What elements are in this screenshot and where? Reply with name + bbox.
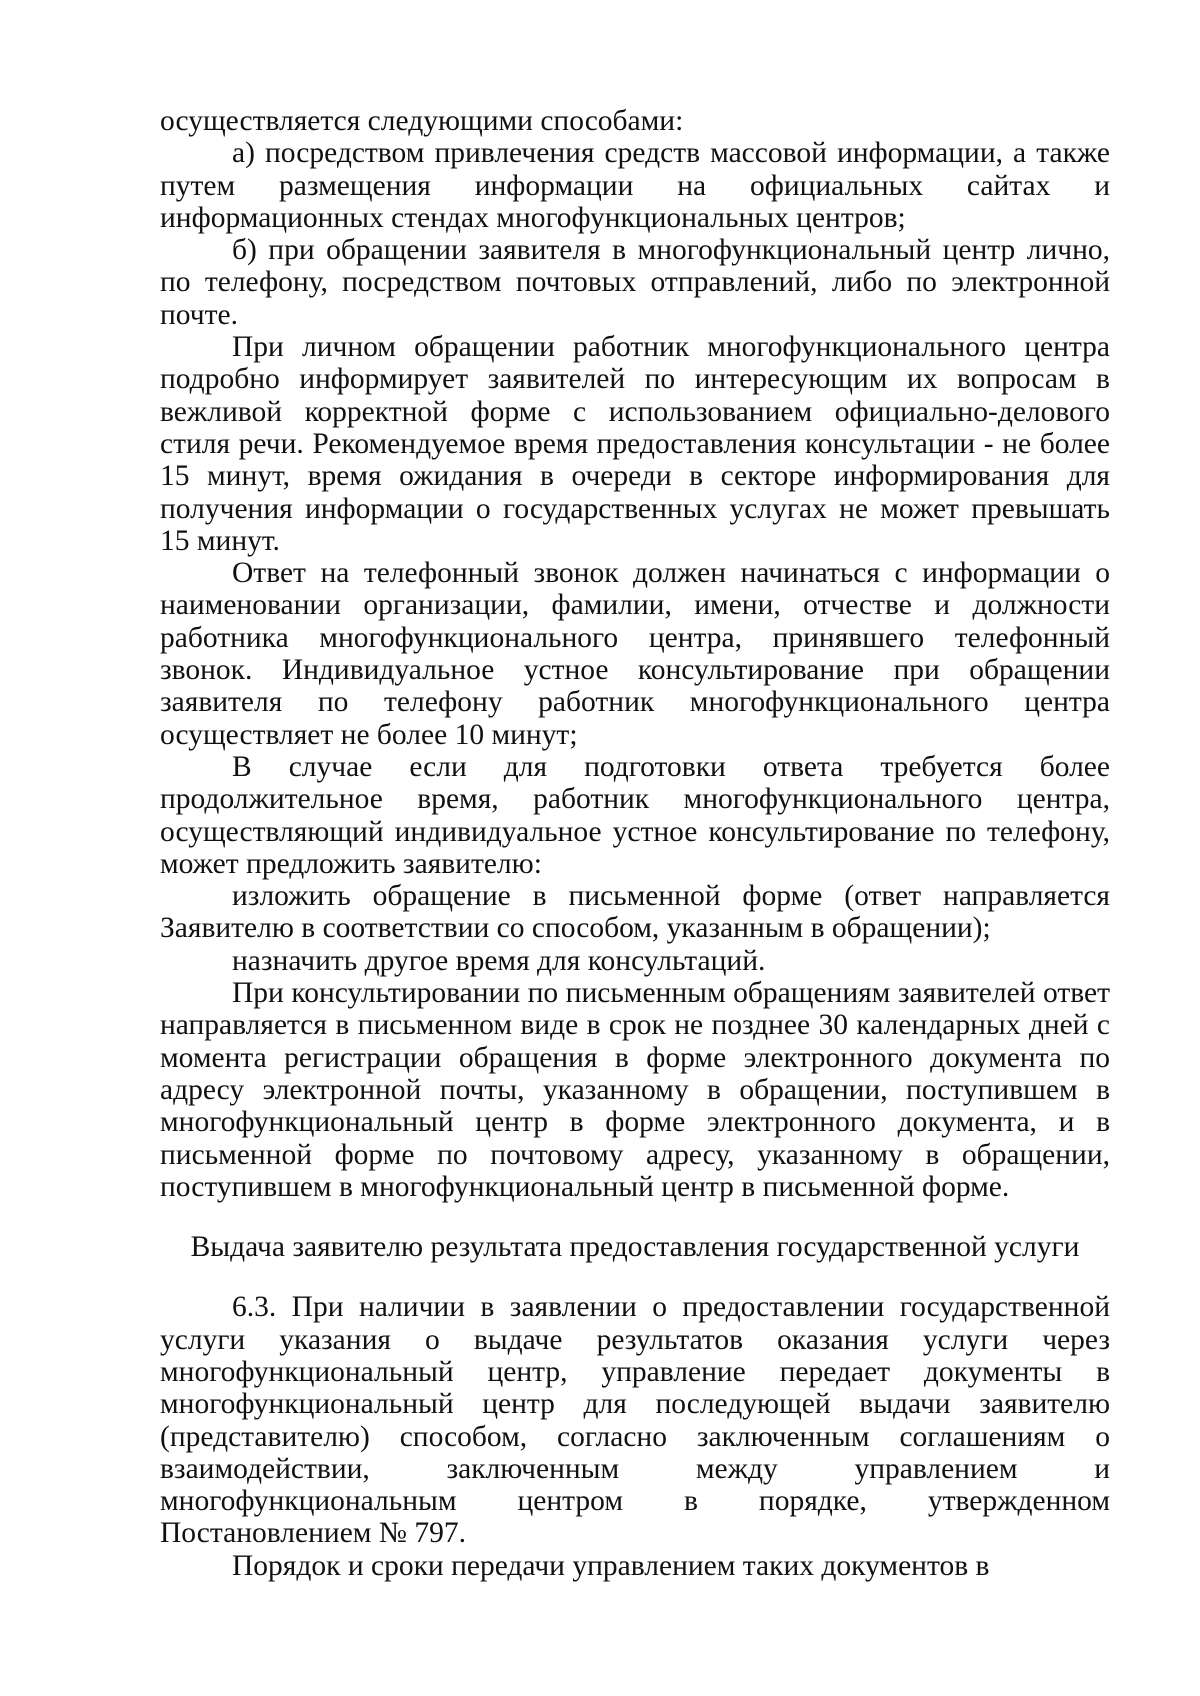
paragraph-item-a: а) посредством привлечения средств массовой информации, а также путем размещения информации на официальных сайтах и информационных стендах многофункциональных центров;	[160, 137, 1110, 234]
paragraph-written-requests: При консультировании по письменным обращениям заявителей ответ направляется в письменном виде в срок не позднее 30 календарных дней с момента регистрации обращения в форме электронного документа по адресу электронной почты, указанному в обращении, поступившем в многофункциональный центр в форме электронного документа, и в письменной форме по почтовому адресу, указанному в обращении, поступившем в многофункциональный центр в письменной форме.	[160, 977, 1110, 1203]
paragraph-option-written: изложить обращение в письменной форме (ответ направляется Заявителю в соответствии со способом, указанным в обращении);	[160, 880, 1110, 945]
paragraph-personal-visit: При личном обращении работник многофункционального центра подробно информирует заявителей по интересующим их вопросам в вежливой корректной форме с использованием официально-делового стиля речи. Рекомендуемое время предоставления консультации - не более 15 минут, время ожидания в очереди в секторе информирования для получения информации о государственных услугах не может превышать 15 минут.	[160, 331, 1110, 557]
section-heading: Выдача заявителю результата предоставления государственной услуги	[190, 1231, 1080, 1264]
paragraph-phone-call: Ответ на телефонный звонок должен начинаться с информации о наименовании организации, фамилии, имени, отчестве и должности работника многофункционального центра, принявшего телефонный звонок. Индивидуальное устное консультирование при обращении заявителя по телефону работник многофункционального центра осуществляет не более 10 минут;	[160, 557, 1110, 751]
paragraph-procedure: Порядок и сроки передачи управлением таких документов в	[232, 1549, 990, 1582]
paragraph-longer-time: В случае если для подготовки ответа требуется более продолжительное время, работник многофункционального центра, осуществляющий индивидуальное устное консультирование по телефону, может предложить заявителю:	[160, 750, 1110, 880]
paragraph-continuation: осуществляется следующими способами:	[160, 105, 684, 137]
paragraph-option-reschedule: назначить другое время для консультаций.	[232, 944, 766, 977]
paragraph-item-b: б) при обращении заявителя в многофункциональный центр лично, по телефону, посредством почтовых отправлений, либо по электронной почте.	[160, 234, 1110, 331]
paragraph-6-3: 6.3. При наличии в заявлении о предоставлении государственной услуги указания о выдаче результатов оказания услуги через многофункциональный центр, управление передает документы в многофункциональный центр для последующей выдачи заявителю (представителю) способом, согласно заключенным соглашениям о взаимодействии, заключенным между управлением и многофункциональным центром в порядке, утвержденном Постановлением № 797.	[160, 1291, 1110, 1550]
